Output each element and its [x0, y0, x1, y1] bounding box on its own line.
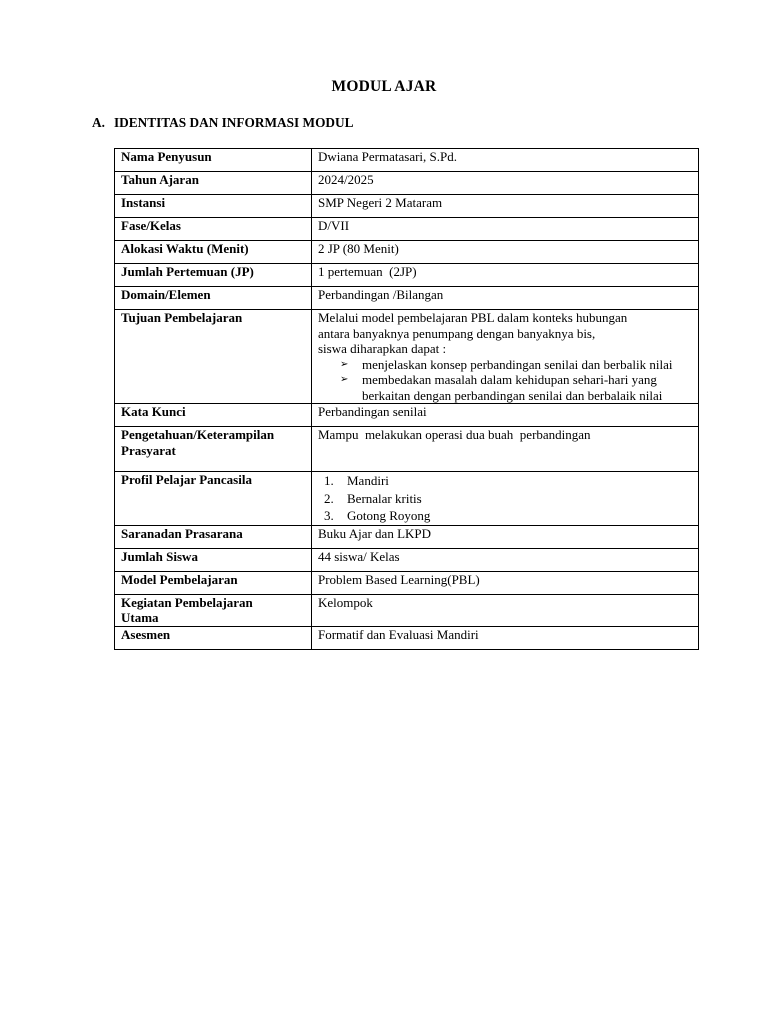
row-label-pertemuan: Jumlah Pertemuan (JP) — [115, 264, 312, 287]
bullet-text: menjelaskan konsep perbandingan senilai dan berbalik nilai — [362, 356, 673, 372]
label-line: Kegiatan Pembelajaran — [121, 594, 253, 610]
table-row — [115, 241, 699, 264]
row-value-model: Problem Based Learning(PBL) — [312, 571, 699, 594]
row-label-fase: Fase/Kelas — [115, 218, 312, 241]
document-title: MODUL AJAR — [331, 78, 437, 95]
arrow-bullet-icon: ➢ — [340, 374, 349, 385]
label-line: Utama — [121, 610, 159, 625]
row-value-pertemuan: 1 pertemuan (2JP) — [312, 264, 699, 287]
row-value-siswa: 44 siswa/ Kelas — [312, 548, 699, 571]
row-label-tahun: Tahun Ajaran — [115, 172, 312, 195]
row-label-kegiatan — [115, 594, 312, 626]
table-row — [115, 427, 699, 472]
profil-numbered-list — [318, 472, 698, 525]
list-text: Mandiri — [347, 473, 389, 488]
tujuan-line: antara banyaknya penumpang dengan banyaknya bis, — [318, 325, 596, 341]
list-item — [318, 372, 698, 388]
row-label-prasyarat — [115, 427, 312, 472]
table-row — [115, 571, 699, 594]
row-label-model: Model Pembelajaran — [115, 571, 312, 594]
section-title: IDENTITAS DAN INFORMASI MODUL — [114, 115, 354, 130]
row-label-domain: Domain/Elemen — [115, 287, 312, 310]
row-value-alokasi: 2 JP (80 Menit) — [312, 241, 699, 264]
table-row — [115, 218, 699, 241]
row-value-penyusun: Dwiana Permatasari, S.Pd. — [312, 149, 699, 172]
table-row — [115, 594, 699, 626]
row-label-asesmen: Asesmen — [115, 626, 312, 649]
list-item — [318, 357, 698, 373]
list-text: Bernalar kritis — [347, 490, 422, 506]
arrow-bullet-icon: ➢ — [340, 358, 349, 370]
row-value-tahun: 2024/2025 — [312, 172, 699, 195]
list-item — [318, 507, 698, 525]
section-heading — [92, 115, 354, 131]
section-letter: A. — [92, 115, 105, 130]
list-number: 2. — [324, 490, 334, 506]
row-value-kegiatan: Kelompok — [312, 594, 699, 626]
list-number: 3. — [324, 508, 334, 523]
table-row — [115, 172, 699, 195]
bullet-text: membedakan masalah dalam kehidupan sehari-hari yang — [362, 372, 657, 387]
row-value-asesmen: Formatif dan Evaluasi Mandiri — [312, 626, 699, 649]
tujuan-bullet-list — [318, 357, 698, 404]
list-item — [318, 472, 698, 490]
list-number: 1. — [324, 473, 334, 488]
row-value-fase: D/VII — [312, 218, 699, 241]
list-text: Gotong Royong — [347, 508, 431, 523]
table-row — [115, 404, 699, 427]
row-value-kata-kunci: Perbandingan senilai — [312, 404, 699, 427]
module-info-table — [114, 148, 699, 650]
table-row — [115, 149, 699, 172]
table-row — [115, 626, 699, 649]
row-label-sarana: Saranadan Prasarana — [115, 525, 312, 548]
list-item — [318, 388, 698, 404]
tujuan-line: siswa diharapkan dapat : — [318, 341, 447, 356]
label-line: Pengetahuan/Keterampilan — [121, 427, 275, 442]
table-row — [115, 310, 699, 404]
row-label-profil: Profil Pelajar Pancasila — [115, 472, 312, 526]
row-value-prasyarat: Mampu melakukan operasi dua buah perbandingan — [312, 427, 699, 472]
row-label-alokasi: Alokasi Waktu (Menit) — [115, 241, 312, 264]
list-item — [318, 490, 698, 508]
row-value-profil — [312, 472, 699, 526]
bullet-text-continued: berkaitan dengan perbandingan senilai dan berbalaik nilai — [362, 387, 663, 403]
row-value-domain: Perbandingan /Bilangan — [312, 287, 699, 310]
row-label-instansi: Instansi — [115, 195, 312, 218]
table-row — [115, 548, 699, 571]
row-value-instansi: SMP Negeri 2 Mataram — [312, 195, 699, 218]
table-row — [115, 195, 699, 218]
table-row — [115, 287, 699, 310]
table-row — [115, 264, 699, 287]
row-label-kata-kunci: Kata Kunci — [115, 404, 312, 427]
row-value-tujuan — [312, 310, 699, 404]
row-label-tujuan: Tujuan Pembelajaran — [115, 310, 312, 404]
row-value-sarana: Buku Ajar dan LKPD — [312, 525, 699, 548]
table-row — [115, 525, 699, 548]
row-label-siswa: Jumlah Siswa — [115, 548, 312, 571]
row-label-penyusun: Nama Penyusun — [115, 149, 312, 172]
table-row — [115, 472, 699, 526]
tujuan-line: Melalui model pembelajaran PBL dalam konteks hubungan — [318, 310, 628, 325]
label-line: Prasyarat — [121, 442, 176, 458]
